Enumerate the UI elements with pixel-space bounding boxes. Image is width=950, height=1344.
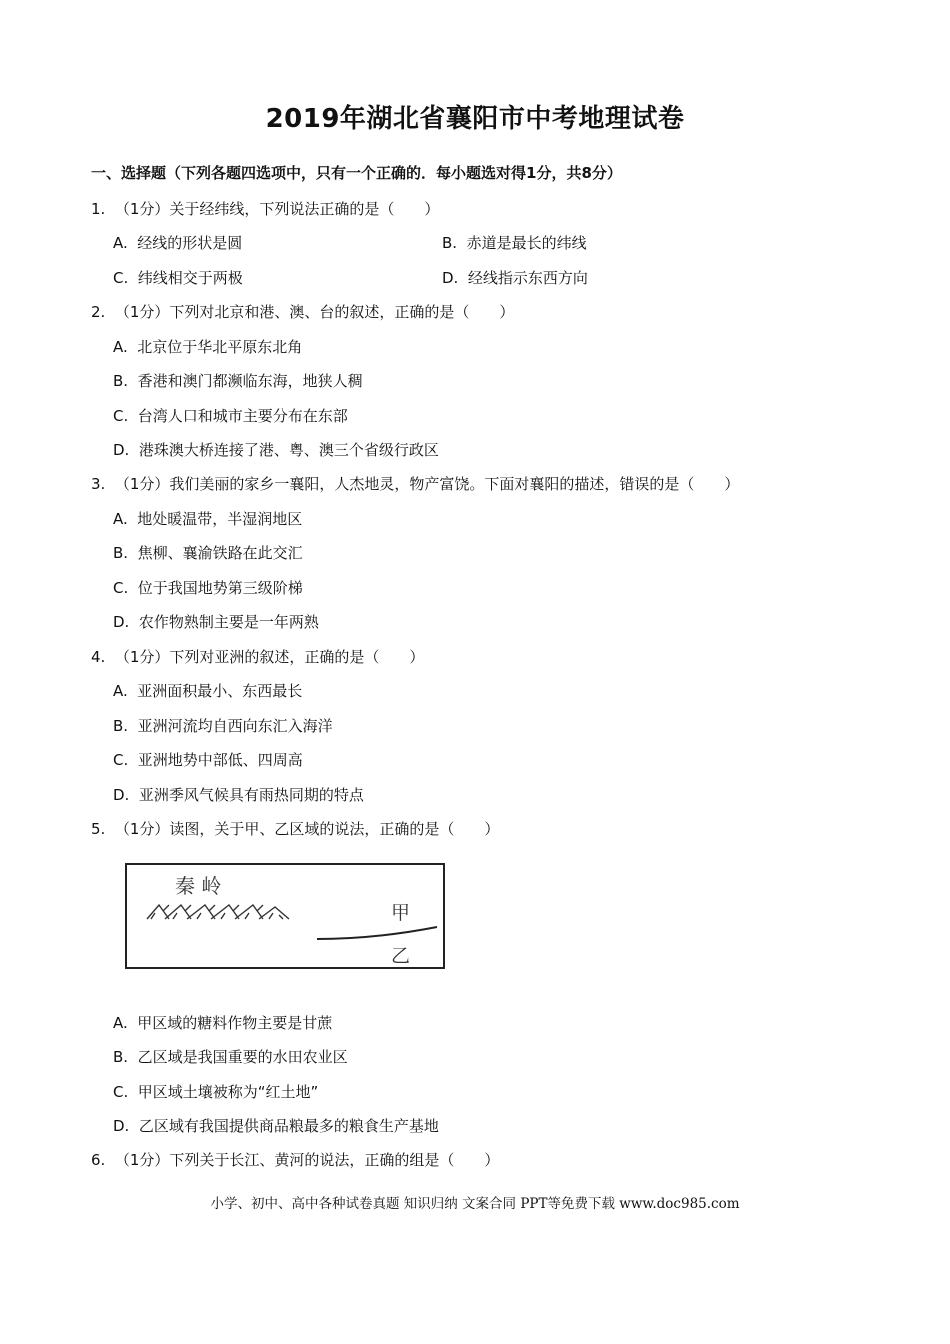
question-1-option-b: B. 赤道是最长的纬线	[442, 234, 587, 252]
question-4-option-a: A. 亚洲面积最小、东西最长	[113, 682, 303, 700]
question-5-option-a: A. 甲区域的糖料作物主要是甘蔗	[113, 1014, 333, 1032]
label-yi: 乙	[391, 945, 411, 967]
question-3-option-a: A. 地处暖温带，半湿润地区	[113, 510, 303, 528]
question-2-option-c: C. 台湾人口和城市主要分布在东部	[113, 407, 348, 425]
question-1-option-d: D. 经线指示东西方向	[442, 269, 588, 287]
question-4-option-d: D. 亚洲季风气候具有雨热同期的特点	[113, 786, 364, 804]
question-2-option-d: D. 港珠澳大桥连接了港、粤、澳三个省级行政区	[113, 441, 439, 459]
page-footer: 小学、初中、高中各种试卷真题 知识归纳 文案合同 PPT等免费下载 www.doc985.com	[210, 1196, 740, 1212]
question-4: 4. （1分）下列对亚洲的叙述，正确的是（ ）	[91, 648, 425, 666]
question-3: 3. （1分）我们美丽的家乡一襄阳，人杰地灵，物产富饶。下面对襄阳的描述，错误的是（ ）	[91, 475, 740, 493]
section-heading: 一、选择题（下列各题四选项中，只有一个正确的．每小题选对得1分，共8分）	[91, 164, 622, 182]
question-5-option-b: B. 乙区域是我国重要的水田农业区	[113, 1048, 348, 1066]
label-jia: 甲	[391, 902, 411, 924]
question-2-option-b: B. 香港和澳门都濒临东海，地狭人稠	[113, 372, 363, 390]
question-4-option-c: C. 亚洲地势中部低、四周高	[113, 751, 303, 769]
question-3-option-c: C. 位于我国地势第三级阶梯	[113, 579, 303, 597]
question-2: 2. （1分）下列对北京和港、澳、台的叙述，正确的是（ ）	[91, 303, 515, 321]
question-1-option-c: C. 纬线相交于两极	[113, 269, 243, 287]
question-6: 6. （1分）下列关于长江、黄河的说法，正确的组是（ ）	[91, 1151, 500, 1169]
question-5: 5. （1分）读图，关于甲、乙区域的说法，正确的是（ ）	[91, 820, 500, 838]
qinling-map-figure	[125, 863, 445, 969]
question-5-option-d: D. 乙区域有我国提供商品粮最多的粮食生产基地	[113, 1117, 439, 1135]
question-4-option-b: B. 亚洲河流均自西向东汇入海洋	[113, 717, 333, 735]
question-2-option-a: A. 北京位于华北平原东北角	[113, 338, 303, 356]
page-title: 2019年湖北省襄阳市中考地理试卷	[265, 104, 685, 134]
question-1: 1. （1分）关于经纬线，下列说法正确的是（ ）	[91, 200, 440, 218]
question-5-option-c: C. 甲区域土壤被称为“红土地”	[113, 1083, 319, 1101]
question-3-option-b: B. 焦柳、襄渝铁路在此交汇	[113, 544, 303, 562]
question-3-option-d: D. 农作物熟制主要是一年两熟	[113, 613, 319, 631]
question-1-option-a: A. 经线的形状是圆	[113, 234, 243, 252]
mountain-label: 秦 岭	[175, 874, 222, 898]
